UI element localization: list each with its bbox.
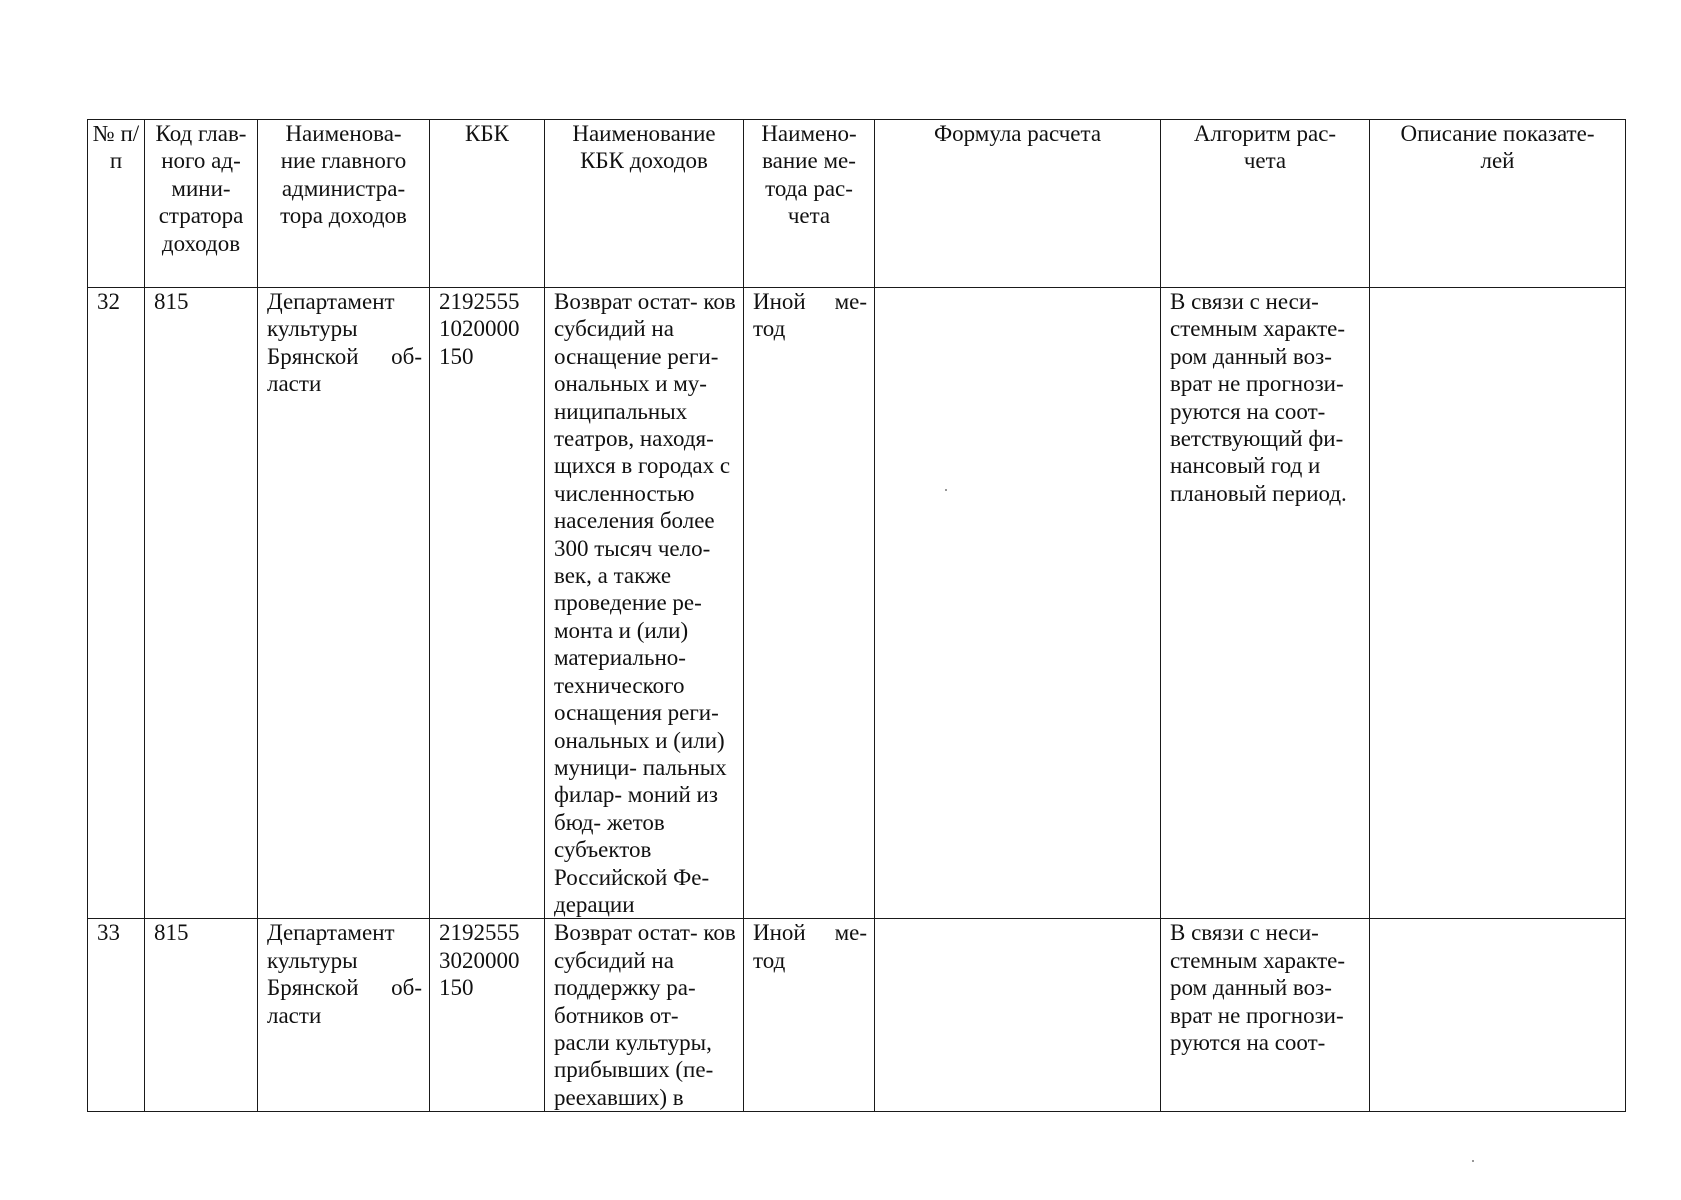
cell-kbk-name	[545, 919, 744, 1112]
header-admin-code	[145, 120, 258, 288]
cell-admin-name	[258, 919, 430, 1112]
admin-name: Департамент культуры Брянской об- ласти	[267, 289, 422, 397]
algorithm: В связи с неси- стемным характе- ром данный воз- врат не прогнози- руются на соот-	[1170, 920, 1345, 1055]
row-number: 32	[97, 289, 120, 314]
header-kbk-label: КБК	[465, 121, 509, 146]
cell-number	[88, 919, 145, 1112]
header-kbk	[430, 120, 545, 288]
cell-algorithm	[1161, 919, 1370, 1112]
method-name: Иной ме- тод	[753, 289, 867, 342]
cell-algorithm	[1161, 288, 1370, 919]
header-method	[744, 120, 875, 288]
header-kbk-name	[545, 120, 744, 288]
cell-method	[744, 919, 875, 1112]
header-description	[1370, 120, 1626, 288]
cell-admin-code	[145, 919, 258, 1112]
kbk-name: Возврат остат- ков субсидий на оснащение реги- ональных и му- ниципальных театров, находя- щихся в городах с численностью населения более 300 тысяч чело- век, а также проведение ре- монта и (или) материально- технического оснащения реги- ональных и (или) муници- пальных филар- моний из бюд- жетов субъектов Российской Фе- дерации	[554, 289, 736, 917]
table-header-row	[88, 120, 1626, 288]
cell-formula	[875, 919, 1161, 1112]
kbk-code: 2192555 1020000 150	[439, 289, 520, 369]
table-row	[88, 288, 1626, 919]
kbk-code: 2192555 3020000 150	[439, 920, 520, 1001]
admin-name: Департамент культуры Брянской об- ласти	[267, 920, 422, 1028]
cell-description	[1370, 919, 1626, 1112]
cell-kbk-name	[545, 288, 744, 919]
header-formula-label: Формула расчета	[933, 121, 1102, 146]
scan-speck	[1472, 1160, 1474, 1162]
kbk-name: Возврат остат- ков субсидий на поддержку ра- ботников от- расли культуры, прибывших (пе- реехавших) в	[554, 920, 736, 1110]
header-algorithm-label: Алгоритм рас- чета	[1193, 121, 1337, 174]
cell-number	[88, 288, 145, 919]
header-admin-name-label: Наименова- ние главного администра- тора доходов	[280, 121, 407, 229]
cell-admin-code	[145, 288, 258, 919]
header-number	[88, 120, 145, 288]
header-admin-name	[258, 120, 430, 288]
method-name: Иной ме- тод	[753, 920, 867, 973]
cell-kbk	[430, 288, 545, 919]
table-row	[88, 919, 1626, 1112]
admin-code: 815	[154, 289, 189, 314]
row-number: 33	[97, 920, 120, 946]
cell-method	[744, 288, 875, 919]
header-description-label: Описание показате- лей	[1400, 121, 1595, 174]
header-number-label: № п/п	[92, 121, 140, 174]
header-formula	[875, 120, 1161, 288]
cell-admin-name	[258, 288, 430, 919]
cell-kbk	[430, 919, 545, 1112]
algorithm: В связи с неси- стемным характе- ром данный воз- врат не прогнози- руются на соот- ветствующий фи- нансовый год и плановый период.	[1170, 289, 1347, 506]
cell-description	[1370, 288, 1626, 919]
revenue-forecast-table	[87, 119, 1626, 1112]
cell-formula	[875, 288, 1161, 919]
header-algorithm	[1161, 120, 1370, 288]
header-kbk-name-label: Наименование КБК доходов	[572, 121, 716, 174]
header-admin-code-label: Код глав- ного ад- мини- стратора доходов	[155, 121, 247, 256]
scan-speck	[945, 489, 947, 491]
header-method-label: Наимено- вание ме- тода рас- чета	[761, 121, 857, 229]
admin-code: 815	[154, 920, 189, 946]
